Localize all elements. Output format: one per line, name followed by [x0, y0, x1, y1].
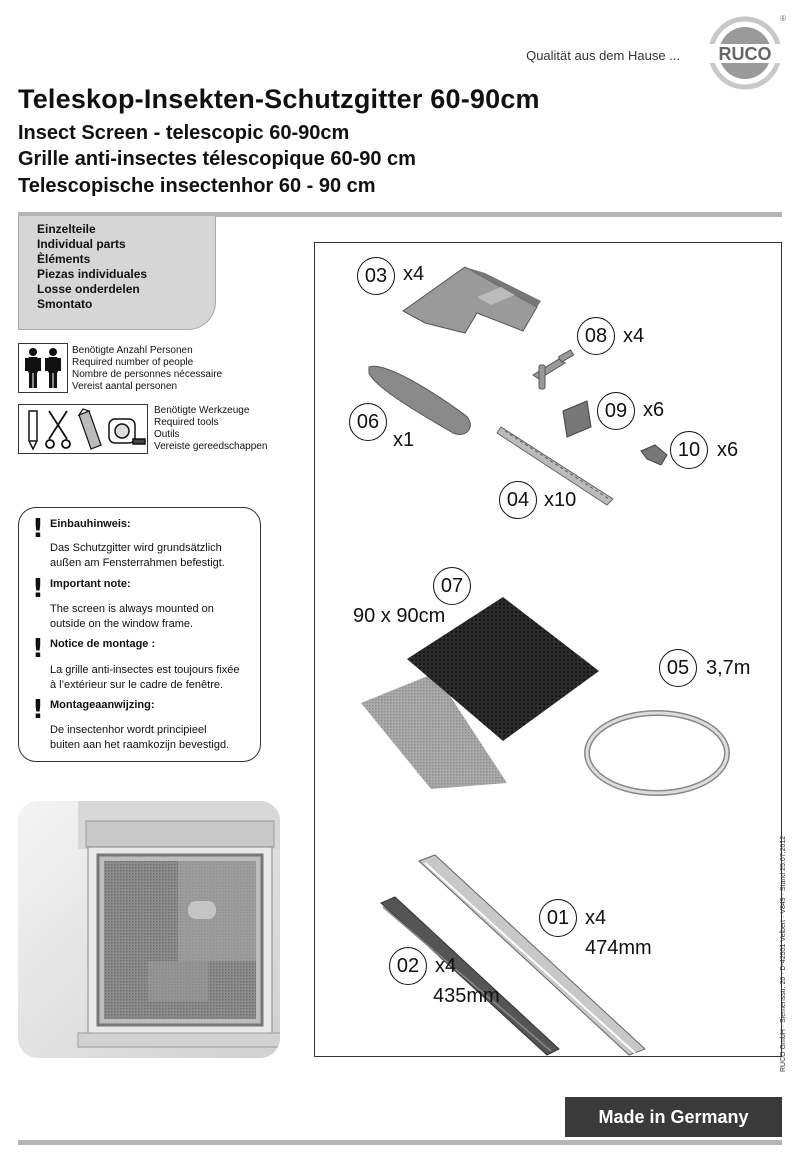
note-text-fr [50, 663, 240, 693]
made-in-badge: Made in Germany [565, 1097, 782, 1137]
t-bolt-drawing [533, 350, 574, 389]
note-line: outside on the window frame. [50, 618, 194, 630]
part-number-09: 09 [597, 392, 635, 430]
cutter-knife-icon [79, 409, 101, 449]
part-qty-05: 3,7m [706, 657, 751, 679]
part-number-07: 07 [433, 567, 471, 605]
tools-icons [19, 405, 147, 453]
subtitle-nl: Telescopische insectenhor 60 - 90 cm [18, 175, 376, 197]
note-text-en [50, 602, 214, 632]
parts-diagram [314, 242, 782, 1057]
parts-heading-box [18, 216, 216, 330]
window-photo [18, 801, 280, 1058]
tools-en: Required tools [154, 417, 219, 428]
people-text [72, 345, 222, 393]
tape-measure-icon [109, 419, 145, 444]
parts-heading-en: Individual parts [37, 237, 126, 251]
part-qty-06: x1 [393, 429, 415, 451]
part-number-06: 06 [349, 403, 387, 441]
parts-heading-nl: Losse onderdelen [37, 282, 140, 296]
part-number-01: 01 [539, 899, 577, 937]
note-text-nl [50, 723, 229, 753]
two-people-icon [19, 344, 67, 392]
note-line: La grille anti-insectes est toujours fixée [50, 664, 240, 676]
parts-heading-fr: Èléments [37, 252, 91, 266]
part-qty-07: 90 x 90cm [353, 605, 446, 627]
note-heading-de: Einbauhinweis: [50, 518, 131, 530]
exclamation-icon: ! [32, 574, 44, 604]
window-illustration [18, 801, 280, 1058]
people-fr: Nombre de personnes nécessaire [72, 369, 223, 380]
small-clip-drawing [641, 445, 667, 465]
note-heading-en: Important note: [50, 578, 131, 590]
part-number-02: 02 [389, 947, 427, 985]
parts-heading-de: Einzelteile [37, 222, 96, 236]
part-number-05: 05 [659, 649, 697, 687]
part-qty-01: x4 [585, 907, 607, 929]
people-icon-box [18, 343, 68, 393]
scissors-icon [46, 411, 70, 448]
ruco-logo [708, 16, 782, 90]
part-qty-08: x4 [623, 325, 645, 347]
tools-de: Benötigte Werkzeuge [154, 405, 250, 416]
note-line: Das Schutzgitter wird grundsätzlich [50, 542, 222, 554]
part-qty-02: x4 [435, 955, 457, 977]
part-number-04: 04 [499, 481, 537, 519]
svg-text:RUCO: RUCO [718, 44, 772, 64]
note-heading-nl: Montageaanwijzing: [50, 699, 155, 711]
part-size-01: 474mm [585, 937, 652, 959]
rubber-cord-drawing [587, 713, 727, 793]
note-heading-fr: Notice de montage : [50, 638, 156, 650]
subtitle-en: Insect Screen - telescopic 60-90cm [18, 122, 350, 144]
parts-heading-it: Smontato [37, 297, 93, 311]
clip-drawing [563, 401, 591, 437]
tools-nl: Vereiste gereedschappen [154, 441, 268, 452]
tools-icon-box [18, 404, 148, 454]
tagline: Qualität aus dem Hause ... [526, 48, 680, 63]
note-line: De insectenhor wordt principieel [50, 724, 207, 736]
registered-mark: ® [780, 14, 786, 23]
people-nl: Vereist aantal personen [72, 381, 178, 392]
imprint: RUCO GmbH · Siemensstr. 20 · D-42551 Velbert · V849 · Stand 25.07.2012 [780, 835, 787, 1072]
note-line: außen am Fensterrahmen befestigt. [50, 557, 225, 569]
exclamation-icon: ! [32, 695, 44, 725]
part-size-02: 435mm [433, 985, 500, 1007]
exclamation-icon: ! [32, 634, 44, 664]
part-qty-09: x6 [643, 399, 665, 421]
tools-text [154, 405, 267, 453]
bottom-rule [18, 1140, 782, 1145]
part-number-03: 03 [357, 257, 395, 295]
people-de: Benötigte Anzahl Personen [72, 345, 193, 356]
part-number-08: 08 [577, 317, 615, 355]
tools-fr: Outils [154, 429, 180, 440]
part-qty-10: x6 [717, 439, 739, 461]
people-en: Required number of people [72, 357, 194, 368]
mounting-notes-box [18, 507, 261, 762]
part-qty-04: x10 [544, 489, 577, 511]
note-line: The screen is always mounted on [50, 603, 214, 615]
note-line: buiten aan het raamkozijn bevestigd. [50, 739, 230, 751]
pencil-icon [29, 411, 37, 449]
parts-heading-es: Piezas individuales [37, 267, 148, 281]
subtitle-fr: Grille anti-insectes télescopique 60-90 cm [18, 148, 416, 170]
page-title: Teleskop-Insekten-Schutzgitter 60-90cm [18, 84, 540, 114]
note-line: à l’extérieur sur le cadre de fenêtre. [50, 679, 224, 691]
note-text-de [50, 541, 225, 571]
exclamation-icon: ! [32, 514, 44, 544]
part-qty-03: x4 [403, 263, 425, 285]
part-number-10: 10 [670, 431, 708, 469]
